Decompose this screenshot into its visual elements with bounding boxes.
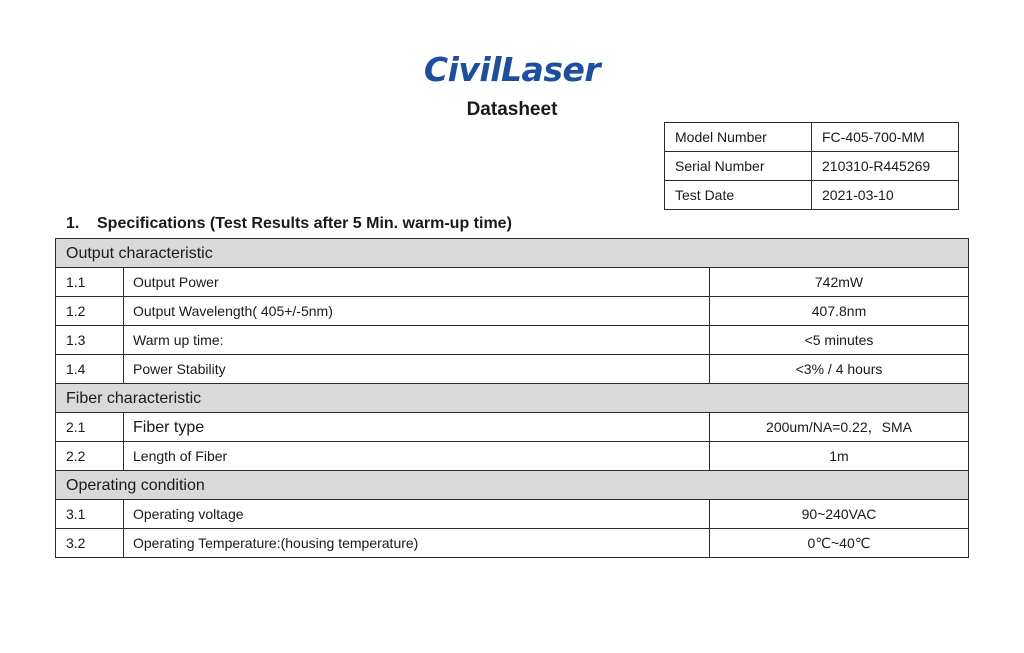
spec-value: <3% / 4 hours: [710, 355, 969, 384]
spec-value: 90~240VAC: [710, 500, 969, 529]
spec-number: 2.1: [56, 413, 124, 442]
serial-number-row: [665, 152, 959, 181]
category-row-output: [56, 239, 969, 268]
device-info-table: [664, 122, 959, 210]
spec-label: Output Power: [124, 268, 710, 297]
spec-label: Operating Temperature:(housing temperature): [124, 529, 710, 558]
section-title: Specifications (Test Results after 5 Min. warm-up time): [97, 215, 512, 232]
document-title: Datasheet: [466, 99, 558, 120]
spec-number: 1.3: [56, 326, 124, 355]
spec-number: 1.4: [56, 355, 124, 384]
spec-label: Fiber type: [124, 413, 710, 442]
section-number: 1.: [66, 215, 80, 232]
spec-value: 0℃~40℃: [710, 529, 969, 558]
test-date-row: [665, 181, 959, 210]
spec-number: 1.1: [56, 268, 124, 297]
model-number-value: FC-405-700-MM: [812, 123, 959, 152]
spec-row: [56, 500, 969, 529]
spec-value: 742mW: [710, 268, 969, 297]
spec-number: 1.2: [56, 297, 124, 326]
spec-number: 3.2: [56, 529, 124, 558]
test-date-label: Test Date: [665, 181, 812, 210]
spec-row: [56, 529, 969, 558]
section-heading: [66, 213, 512, 235]
spec-value: 200um/NA=0.22，SMA: [710, 413, 969, 442]
spec-value: 1m: [710, 442, 969, 471]
spec-label: Power Stability: [124, 355, 710, 384]
spec-value: 407.8nm: [710, 297, 969, 326]
spec-row: [56, 326, 969, 355]
spec-label: Warm up time:: [124, 326, 710, 355]
spec-label: Output Wavelength( 405+/-5nm): [124, 297, 710, 326]
category-title: Operating condition: [56, 471, 969, 500]
spec-value: <5 minutes: [710, 326, 969, 355]
category-row-fiber: [56, 384, 969, 413]
model-number-row: [665, 123, 959, 152]
spec-label: Operating voltage: [124, 500, 710, 529]
spec-row: [56, 413, 969, 442]
category-row-operating: [56, 471, 969, 500]
serial-number-label: Serial Number: [665, 152, 812, 181]
test-date-value: 2021-03-10: [812, 181, 959, 210]
spec-number: 3.1: [56, 500, 124, 529]
spec-label: Length of Fiber: [124, 442, 710, 471]
serial-number-value: 210310-R445269: [812, 152, 959, 181]
specifications-table: [55, 238, 969, 558]
spec-row: [56, 268, 969, 297]
category-title: Fiber characteristic: [56, 384, 969, 413]
model-number-label: Model Number: [665, 123, 812, 152]
spec-number: 2.2: [56, 442, 124, 471]
category-title: Output characteristic: [56, 239, 969, 268]
spec-row: [56, 297, 969, 326]
brand-logo: CivilLaser: [423, 50, 601, 89]
spec-row: [56, 355, 969, 384]
spec-row: [56, 442, 969, 471]
